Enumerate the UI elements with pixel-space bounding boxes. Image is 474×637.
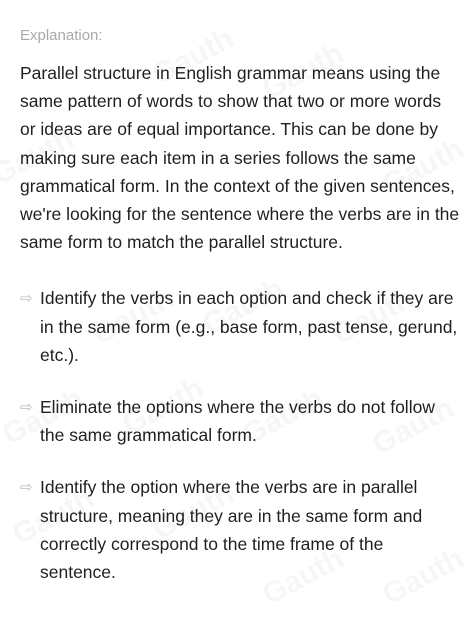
list-item	[20, 393, 460, 449]
step-text: Eliminate the options where the verbs do not follow the same grammatical form.	[40, 397, 435, 446]
explanation-card	[20, 24, 460, 610]
list-item	[20, 284, 460, 369]
arrow-right-icon: ⇨	[20, 289, 33, 308]
step-text: Identify the verbs in each option and check if they are in the same form (e.g., base form, past tense, gerund, etc.).	[40, 288, 458, 365]
steps-list	[20, 284, 460, 586]
list-item	[20, 473, 460, 586]
arrow-right-icon: ⇨	[20, 398, 33, 417]
explanation-label: Explanation:	[20, 27, 103, 44]
arrow-right-icon: ⇨	[20, 478, 33, 497]
step-text: Identify the option where the verbs are in parallel structure, meaning they are in the same form and correctly correspond to the time frame of the sentence.	[40, 477, 423, 583]
explanation-paragraph: Parallel structure in English grammar means using the same pattern of words to show that two or more words or ideas are of equal importance. This can be done by making sure each item in a series follows the same grammatical form. In the context of the given sentences, we're looking for the sentence where the verbs are in the same form to match the parallel structure.	[20, 63, 460, 253]
